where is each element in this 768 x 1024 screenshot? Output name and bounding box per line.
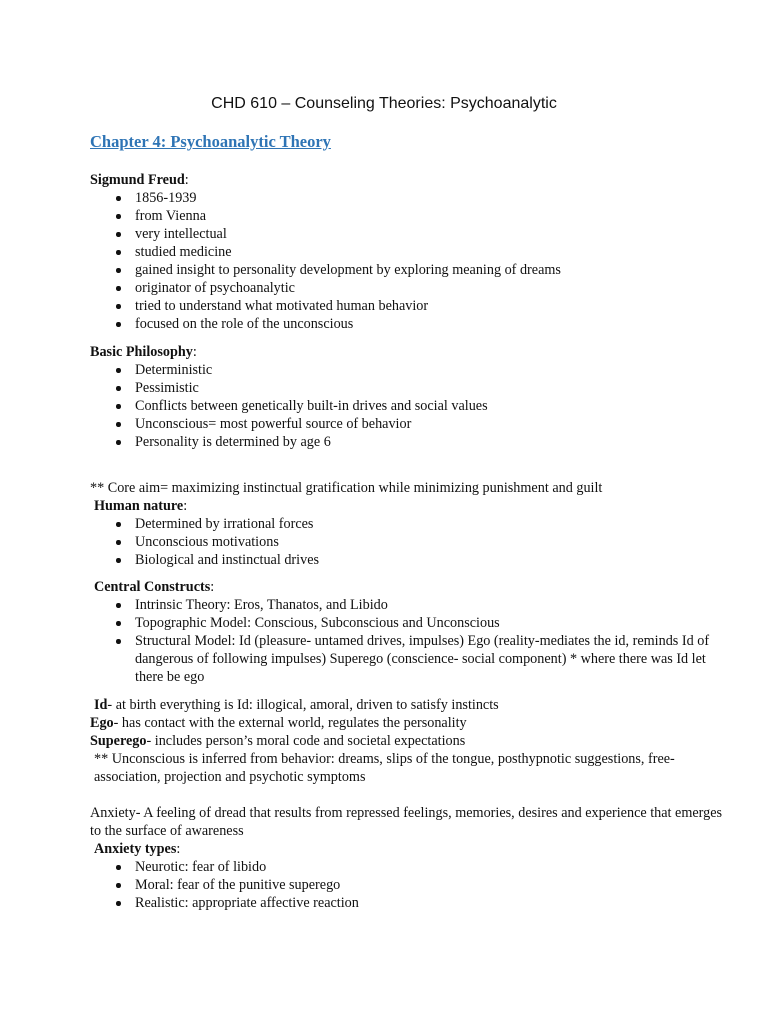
list-item: Realistic: appropriate affective reaction [90,894,728,912]
list-item: gained insight to personality development by exploring meaning of dreams [90,261,728,279]
list-item: very intellectual [90,225,728,243]
list-item: Moral: fear of the punitive superego [90,876,728,894]
id-term: Id [94,697,108,713]
list-item: Structural Model: Id (pleasure- untamed drives, impulses) Ego (reality-mediates the id, reminds Id of dangerous of following impulses) Superego (conscience- social component) * where there was Id let there be ego [90,632,728,686]
list-item: Topographic Model: Conscious, Subconscious and Unconscious [90,614,728,632]
superego-definition: - includes person’s moral code and societal expectations [146,733,466,749]
core-aim-note: ** Core aim= maximizing instinctual gratification while minimizing punishment and guilt [90,480,603,496]
ego-term: Ego [90,715,114,731]
list-item: 1856-1939 [90,189,728,207]
human-nature-heading: Human nature [94,498,184,514]
list-item: Personality is determined by age 6 [90,433,728,451]
list-item: Unconscious= most powerful source of behavior [90,415,728,433]
ego-definition: - has contact with the external world, regulates the personality [113,715,467,731]
unconscious-note: ** Unconscious is inferred from behavior: dreams, slips of the tongue, posthypnotic suggestions, free-association, projection and psychotic symptoms [94,751,675,785]
anxiety-section: Anxiety- A feeling of dread that results from repressed feelings, memories, desires and experience that emerges to the surface of awareness Anxiety types: Neurotic: fear of libido Moral: fear of the punitive superego Realistic: appropriate affective reaction [90,804,728,912]
list-item: Unconscious motivations [90,533,728,551]
freud-list [90,189,728,333]
philosophy-section: Basic Philosophy: Deterministic Pessimistic Conflicts between genetically built-in drives and social values Unconscious= most powerful source of behavior Personality is determined by age 6 [90,343,728,451]
list-item: tried to understand what motivated human behavior [90,297,728,315]
list-item: Intrinsic Theory: Eros, Thanatos, and Libido [90,596,728,614]
chapter-title: Chapter 4: Psychoanalytic Theory [90,132,331,151]
philosophy-heading: Basic Philosophy [90,344,193,360]
list-item: Conflicts between genetically built-in drives and social values [90,397,728,415]
freud-section: Sigmund Freud: 1856-1939 from Vienna very intellectual studied medicine gained insight to personality development by exploring meaning of dreams originator of psychoanalytic tried to understand what motivated human behavior focused on the role of the unconscious [90,171,728,333]
list-item: Deterministic [90,361,728,379]
list-item: studied medicine [90,243,728,261]
list-item: Biological and instinctual drives [90,551,728,569]
list-item: originator of psychoanalytic [90,279,728,297]
document-title: CHD 610 – Counseling Theories: Psychoanalytic [211,95,557,112]
list-item: Determined by irrational forces [90,515,728,533]
constructs-section: Central Constructs: Intrinsic Theory: Eros, Thanatos, and Libido Topographic Model: Conscious, Subconscious and Unconscious Structural Model: Id (pleasure- untamed drives, impulses) Ego (reality-mediates the id, reminds Id of dangerous of following impulses) Superego (conscience- social component) * where there was Id let there be ego [90,578,728,686]
id-definition: - at birth everything is Id: illogical, amoral, driven to satisfy instincts [107,697,499,713]
list-item: Pessimistic [90,379,728,397]
superego-term: Superego [90,733,147,749]
constructs-heading: Central Constructs [94,579,211,595]
human-nature-section: ** Core aim= maximizing instinctual gratification while minimizing punishment and guilt Human nature: Determined by irrational forces Unconscious motivations Biological and instinctual drives [90,479,728,569]
anxiety-types-heading: Anxiety types [94,841,177,857]
list-item: focused on the role of the unconscious [90,315,728,333]
anxiety-definition: Anxiety- A feeling of dread that results from repressed feelings, memories, desires and experience that emerges to the surface of awareness [90,805,723,839]
anxiety-list [90,858,728,912]
list-item: from Vienna [90,207,728,225]
definitions-section [90,696,728,786]
list-item: Neurotic: fear of libido [90,858,728,876]
human-nature-list [90,515,728,569]
philosophy-list [90,361,728,451]
constructs-list [90,596,728,686]
freud-heading: Sigmund Freud [90,172,185,188]
